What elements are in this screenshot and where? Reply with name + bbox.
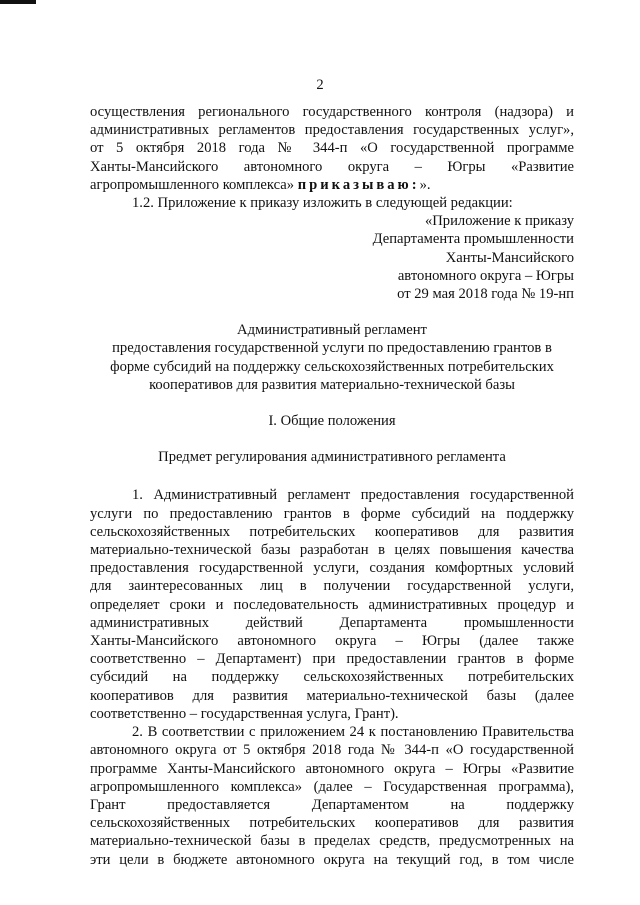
order-word: приказываю:	[297, 176, 420, 193]
regulation-subtitle-line: форме субсидий на поддержку сельскохозяйственных потребительских	[110, 358, 554, 375]
item-1-2: 1.2. Приложение к приказу изложить в следующей редакции:	[132, 195, 513, 212]
paragraph-1-line: определяет сроки и последовательность административных процедур и	[90, 596, 574, 613]
paragraph-1	[90, 486, 574, 723]
paragraph-2-line: сельскохозяйственных потребительских кооперативов для развития	[90, 815, 574, 832]
regulation-title-block	[90, 321, 574, 394]
paragraph-1-line: предоставления государственной услуги, создания комфортных условий	[90, 560, 574, 577]
document-body	[90, 103, 574, 869]
attachment-line: Ханты-Мансийского	[445, 249, 574, 266]
page-number: 2	[316, 77, 324, 93]
scan-corner-mark	[0, 0, 36, 4]
paragraph-1-line: кооперативов для развития материально-технической базы (далее	[90, 687, 574, 704]
subsection-heading: Предмет регулирования административного регламента	[158, 449, 506, 466]
paragraph-2	[90, 723, 574, 869]
section-heading: I. Общие положения	[268, 413, 396, 430]
paragraph-2-line: эти цели в бюджете автономного округа на текущий год, в том числе	[90, 851, 574, 868]
paragraph-2-line: материально-технической базы в пределах средств, предусмотренных на	[90, 833, 574, 850]
paragraph-1-line: для заинтересованных лиц в получении государственной услуги,	[90, 578, 574, 595]
intro-line: от 5 октября 2018 года № 344-п «О государственной программе	[90, 140, 574, 157]
intro-line: осуществления регионального государственного контроля (надзора) и	[90, 104, 574, 120]
intro-paragraph	[90, 103, 574, 194]
intro-last-end: ».	[419, 176, 431, 193]
regulation-title: Административный регламент	[237, 322, 427, 339]
paragraph-2-line: агропромышленного комплекса» (далее – Государственная программа),	[90, 778, 574, 795]
intro-last-text: агропромышленного комплекса»	[90, 176, 295, 193]
paragraph-2-line: программе Ханты-Мансийского автономного округа – Югры «Развитие	[90, 760, 574, 777]
paragraph-1-line: сельскохозяйственных потребительских кооперативов для развития	[90, 523, 574, 540]
paragraph-1-line: субсидий на поддержку сельскохозяйственных потребительских	[90, 669, 574, 686]
paragraph-1-line: соответственно – государственная услуга, Грант).	[90, 705, 399, 722]
attachment-line: Департамента промышленности	[372, 231, 574, 248]
paragraph-1-line: административных действий Департамента промышленности	[90, 614, 574, 631]
attachment-line: от 29 мая 2018 года № 19-нп	[397, 286, 574, 303]
regulation-subtitle-line: предоставления государственной услуги по предоставлению грантов в	[112, 340, 552, 357]
paragraph-1-line: услуги по предоставлению грантов в форме субсидий на поддержку	[90, 505, 574, 522]
paragraph-1-line: материально-технической базы разработан в целях повышения качества	[90, 542, 574, 559]
paragraph-1-line: Ханты-Мансийского автономного округа – Югры (далее также	[90, 633, 574, 650]
intro-last-line	[90, 176, 574, 194]
regulation-subtitle-line: кооперативов для развития материально-технической базы	[149, 376, 515, 393]
attachment-line: автономного округа – Югры	[397, 267, 574, 284]
attachment-block	[90, 212, 574, 303]
intro-line: административных регламентов предоставления государственных услуг»,	[90, 122, 574, 139]
paragraph-1-line: соответственно – Департамент) при предоставлении грантов в форме	[90, 651, 574, 668]
attachment-line: «Приложение к приказу	[424, 213, 574, 230]
intro-line: Ханты-Мансийского автономного округа – Югры «Развитие	[90, 158, 574, 175]
paragraph-2-line: 2. В соответствии с приложением 24 к постановлению Правительства	[132, 724, 574, 741]
paragraph-1-line: 1. Административный регламент предоставления государственной	[132, 487, 574, 504]
paragraph-2-line: Грант предоставляется Департаментом на поддержку	[90, 796, 574, 813]
paragraph-2-line: автономного округа от 5 октября 2018 года № 344-п «О государственной	[90, 742, 574, 759]
